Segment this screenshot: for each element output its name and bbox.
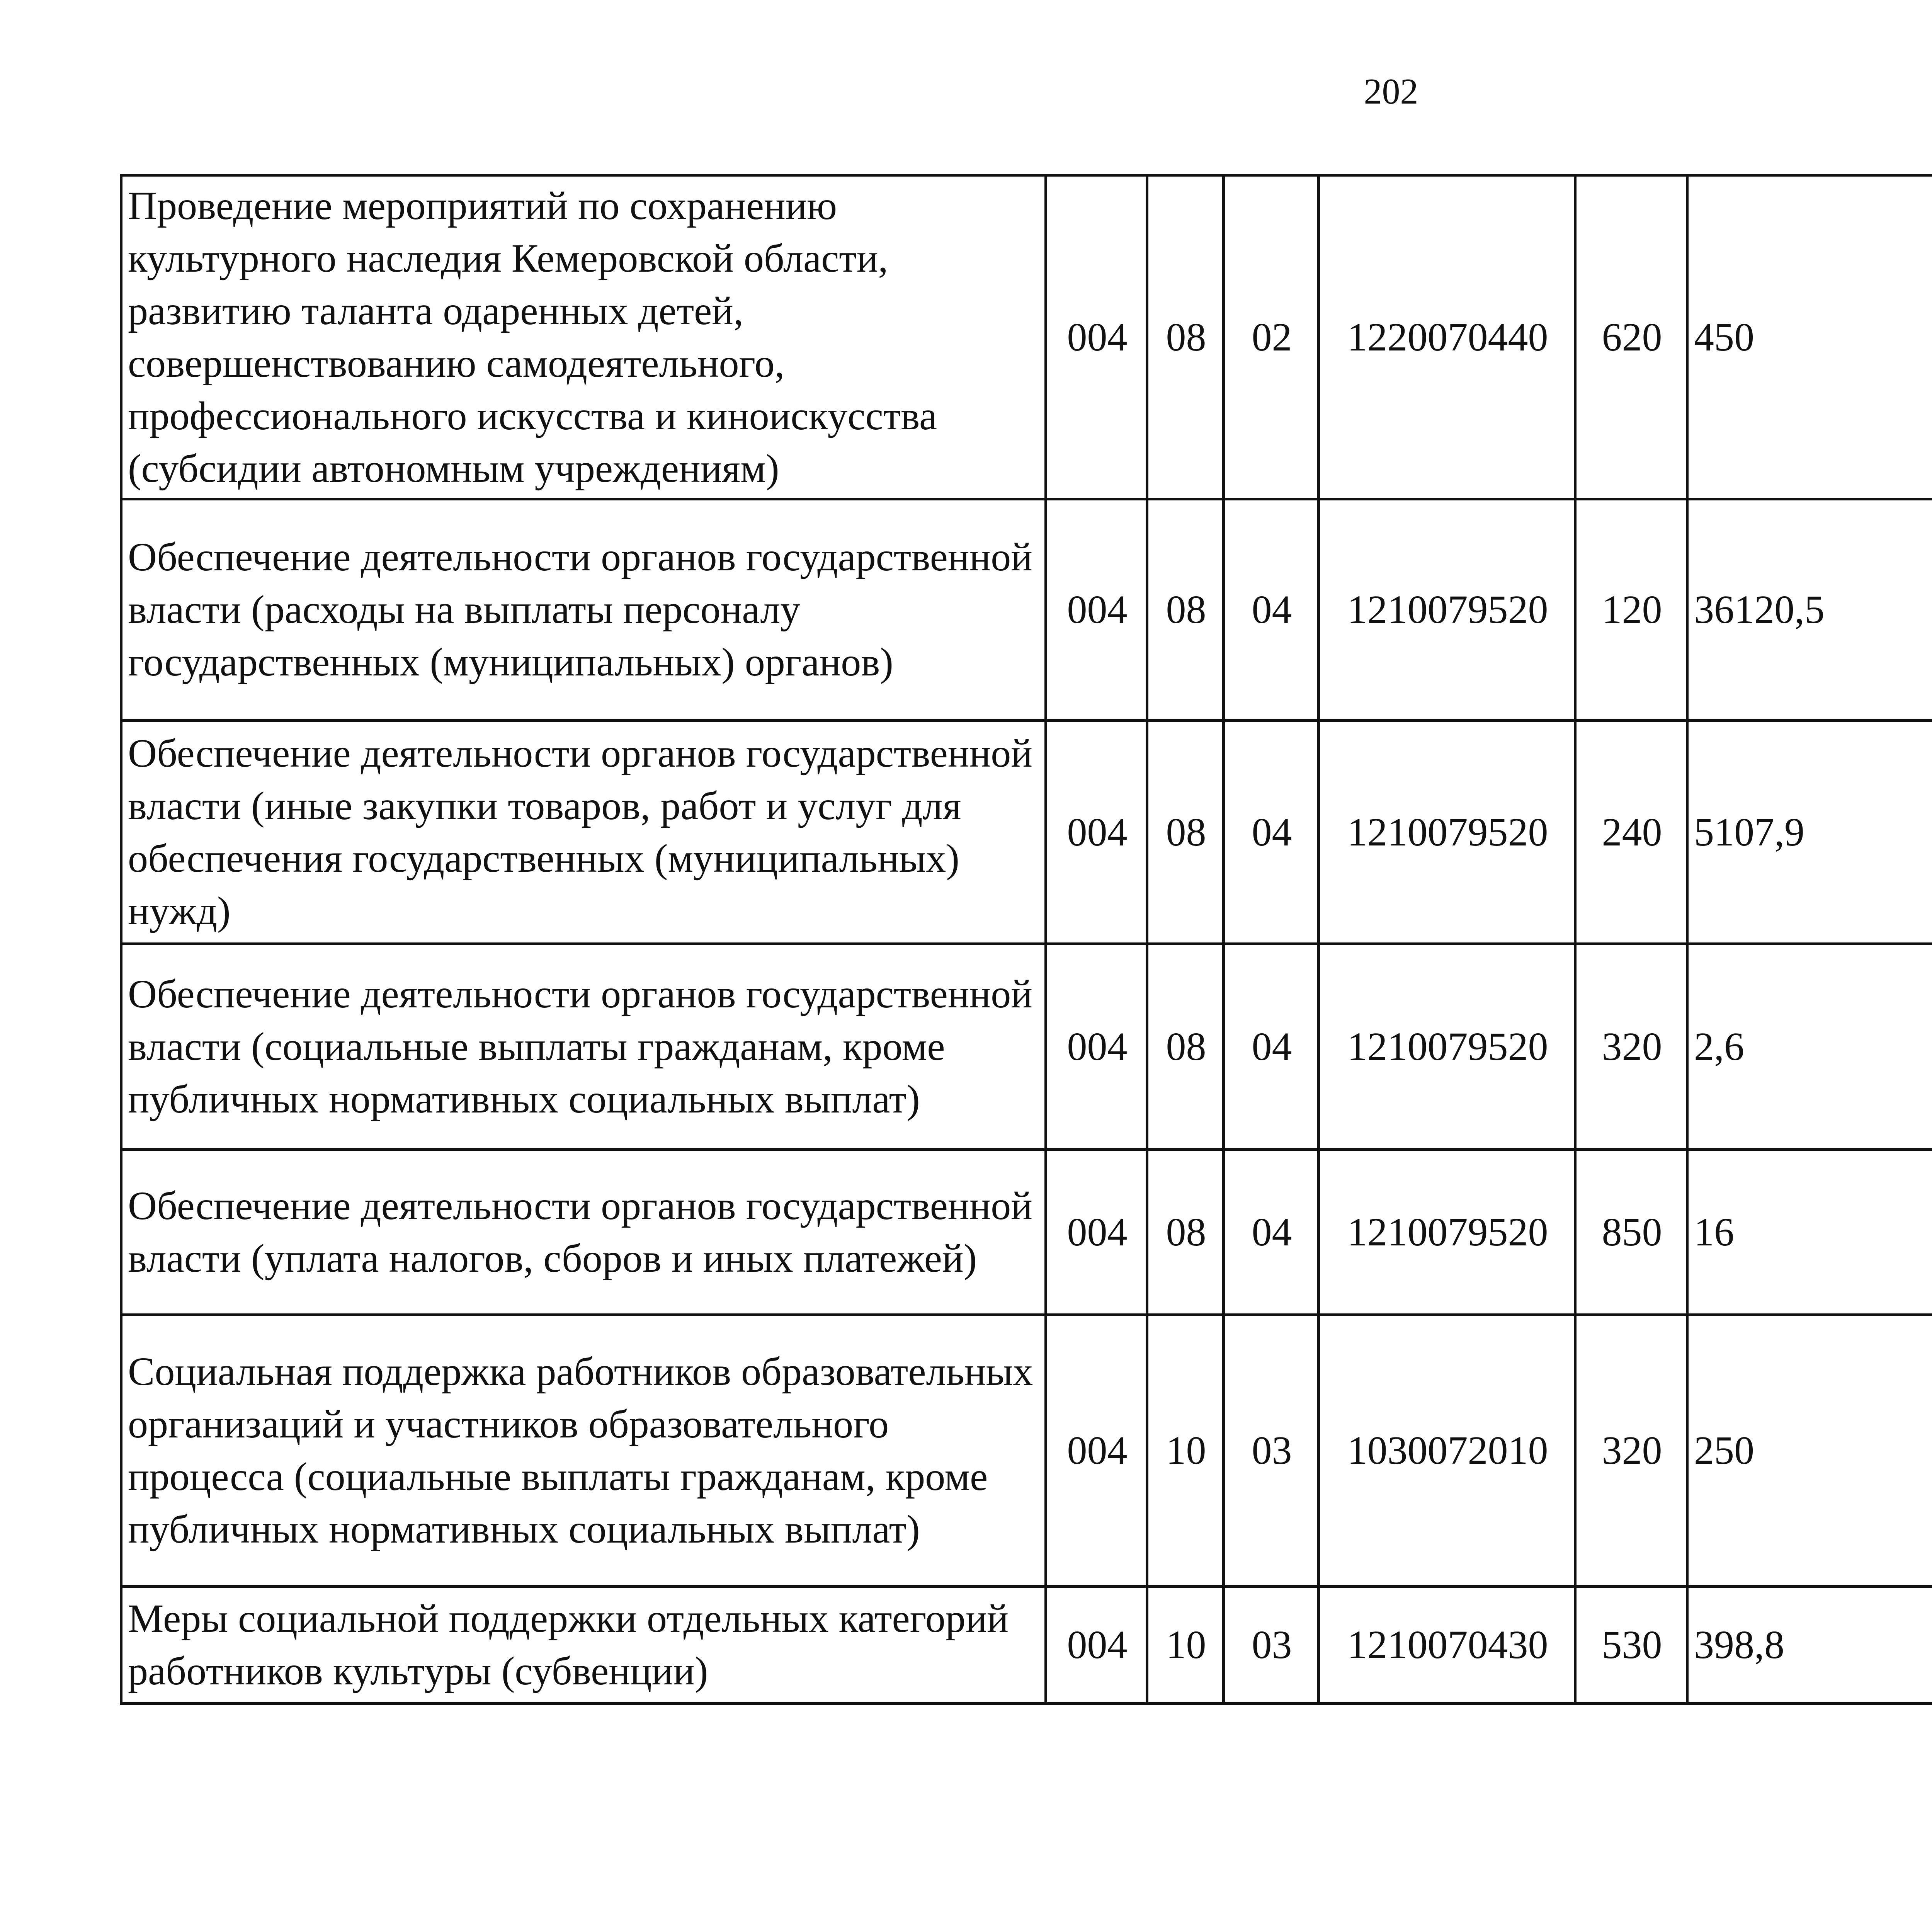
subsection-code: 04 [1224, 721, 1319, 944]
target-article-code: 1210079520 [1319, 499, 1575, 721]
expense-type-code: 240 [1575, 721, 1687, 944]
amount-year-1: 250 [1687, 1315, 1932, 1587]
section-code: 10 [1147, 1587, 1224, 1704]
section-code: 08 [1147, 175, 1224, 499]
target-article-code: 1210079520 [1319, 1150, 1575, 1315]
row-description: Обеспечение деятельности органов государственной власти (социальные выплаты гражданам, кроме публичных нормативных социальных выплат) [121, 944, 1046, 1150]
amount-year-1: 36120,5 [1687, 499, 1932, 721]
amount-year-1: 16 [1687, 1150, 1932, 1315]
subsection-code: 04 [1224, 944, 1319, 1150]
budget-table [120, 174, 1932, 1705]
amount-year-1: 450 [1687, 175, 1932, 499]
target-article-code: 1210070430 [1319, 1587, 1575, 1704]
table-row [121, 1587, 1932, 1704]
row-description: Обеспечение деятельности органов государственной власти (расходы на выплаты персоналу государственных (муниципальных) органов) [121, 499, 1046, 721]
expense-type-code: 320 [1575, 944, 1687, 1150]
amount-year-1: 5107,9 [1687, 721, 1932, 944]
subsection-code: 04 [1224, 1150, 1319, 1315]
expense-type-code: 320 [1575, 1315, 1687, 1587]
department-code: 004 [1046, 1587, 1147, 1704]
table-row [121, 499, 1932, 721]
subsection-code: 02 [1224, 175, 1319, 499]
department-code: 004 [1046, 1315, 1147, 1587]
section-code: 08 [1147, 944, 1224, 1150]
amount-year-1: 398,8 [1687, 1587, 1932, 1704]
department-code: 004 [1046, 499, 1147, 721]
section-code: 08 [1147, 1150, 1224, 1315]
table-row [121, 175, 1932, 499]
table-row [121, 1315, 1932, 1587]
section-code: 08 [1147, 721, 1224, 944]
expense-type-code: 530 [1575, 1587, 1687, 1704]
subsection-code: 04 [1224, 499, 1319, 721]
amount-year-1: 2,6 [1687, 944, 1932, 1150]
target-article-code: 1210079520 [1319, 721, 1575, 944]
target-article-code: 1220070440 [1319, 175, 1575, 499]
row-description: Меры социальной поддержки отдельных категорий работников культуры (субвенции) [121, 1587, 1046, 1704]
target-article-code: 1210079520 [1319, 944, 1575, 1150]
expense-type-code: 850 [1575, 1150, 1687, 1315]
row-description: Социальная поддержка работников образовательных организаций и участников образовательного процесса (социальные выплаты гражданам, кроме публичных нормативных социальных выплат) [121, 1315, 1046, 1587]
table-row [121, 944, 1932, 1150]
department-code: 004 [1046, 944, 1147, 1150]
subsection-code: 03 [1224, 1587, 1319, 1704]
section-code: 10 [1147, 1315, 1224, 1587]
expense-type-code: 620 [1575, 175, 1687, 499]
page-number: 202 [1364, 71, 1418, 112]
department-code: 004 [1046, 1150, 1147, 1315]
expense-type-code: 120 [1575, 499, 1687, 721]
row-description: Обеспечение деятельности органов государственной власти (иные закупки товаров, работ и услуг для обеспечения государственных (муниципальных) нужд) [121, 721, 1046, 944]
row-description: Обеспечение деятельности органов государственной власти (уплата налогов, сборов и иных платежей) [121, 1150, 1046, 1315]
row-description: Проведение мероприятий по сохранению культурного наследия Кемеровской области, развитию таланта одаренных детей, совершенствованию самодеятельного, профессионального искусства и киноискусства (субсидии автономным учреждениям) [121, 175, 1046, 499]
subsection-code: 03 [1224, 1315, 1319, 1587]
department-code: 004 [1046, 721, 1147, 944]
target-article-code: 1030072010 [1319, 1315, 1575, 1587]
department-code: 004 [1046, 175, 1147, 499]
table-row [121, 721, 1932, 944]
table-row [121, 1150, 1932, 1315]
section-code: 08 [1147, 499, 1224, 721]
